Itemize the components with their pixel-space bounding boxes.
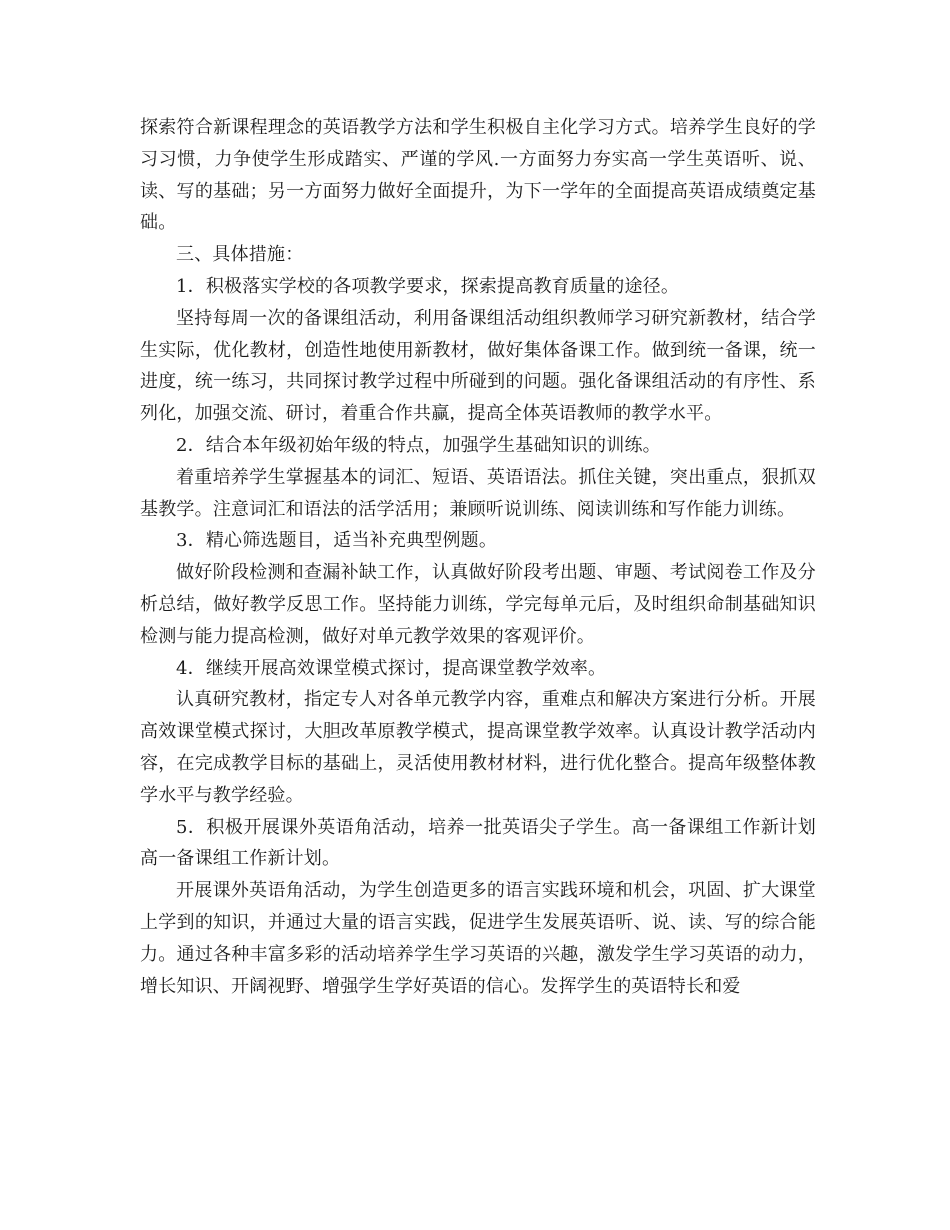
measure-4-body: 认真研究教材，指定专人对各单元教学内容，重难点和解决方案进行分析。开展高效课堂模式探讨，大胆改革原教学模式，提高课堂教学效率。认真设计教学活动内容，在完成教学目标的基础上，灵活使用教材材料，进行优化整合。提高年级整体教学水平与教学经验。 [140,689,816,806]
measure-1-heading: 1．积极落实学校的各项教学要求，探索提高教育质量的途径。 [176,275,680,297]
section-heading-measures: 三、具体措施： [176,244,304,266]
measure-1-body: 坚持每周一次的备课组活动，利用备课组活动组织教师学习研究新教材，结合学生实际，优化教材，创造性地使用新教材，做好集体备课工作。做到统一备课，统一进度，统一练习，共同探讨教学过程中所碰到的问题。强化备课组活动的有序性、系列化，加强交流、研讨，着重合作共赢，提高全体英语教师的教学水平。 [140,307,816,425]
measure-2-heading: 2．结合本年级初始年级的特点，加强学生基础知识的训练。 [176,434,661,456]
measure-3-heading: 3．精心筛选题目，适当补充典型例题。 [176,530,498,552]
paragraph-continuation: 探索符合新课程理念的英语教学方法和学生积极自主化学习方式。培养学生良好的学习习惯，力争使学生形成踏实、严谨的学风.一方面努力夯实高一学生英语听、说、读、写的基础；另一方面努力做好全面提升，为下一学年的全面提高英语成绩奠定基础。 [140,117,816,234]
measure-2-body: 着重培养学生掌握基本的词汇、短语、英语语法。抓住关键，突出重点，狠抓双基教学。注意词汇和语法的活学活用；兼顾听说训练、阅读训练和写作能力训练。 [140,466,816,520]
document-body [140,112,816,1002]
measure-5-body: 开展课外英语角活动，为学生创造更多的语言实践环境和机会，巩固、扩大课堂上学到的知识，并通过大量的语言实践，促进学生发展英语听、说、读、写的综合能力。通过各种丰富多彩的活动培养学生学习英语的兴趣，激发学生学习英语的动力，增长知识、开阔视野、增强学生学好英语的信心。发挥学生的英语特长和爱 [140,880,816,997]
measure-3-body: 做好阶段检测和查漏补缺工作，认真做好阶段考出题、审题、考试阅卷工作及分析总结，做好教学反思工作。坚持能力训练，学完每单元后，及时组织命制基础知识检测与能力提高检测，做好对单元教学效果的客观评价。 [140,562,816,647]
measure-5-heading: 5．积极开展课外英语角活动，培养一批英语尖子学生。高一备课组工作新计划高一备课组工作新计划。 [140,816,816,870]
measure-4-heading: 4．继续开展高效课堂模式探讨，提高课堂教学效率。 [176,657,607,679]
